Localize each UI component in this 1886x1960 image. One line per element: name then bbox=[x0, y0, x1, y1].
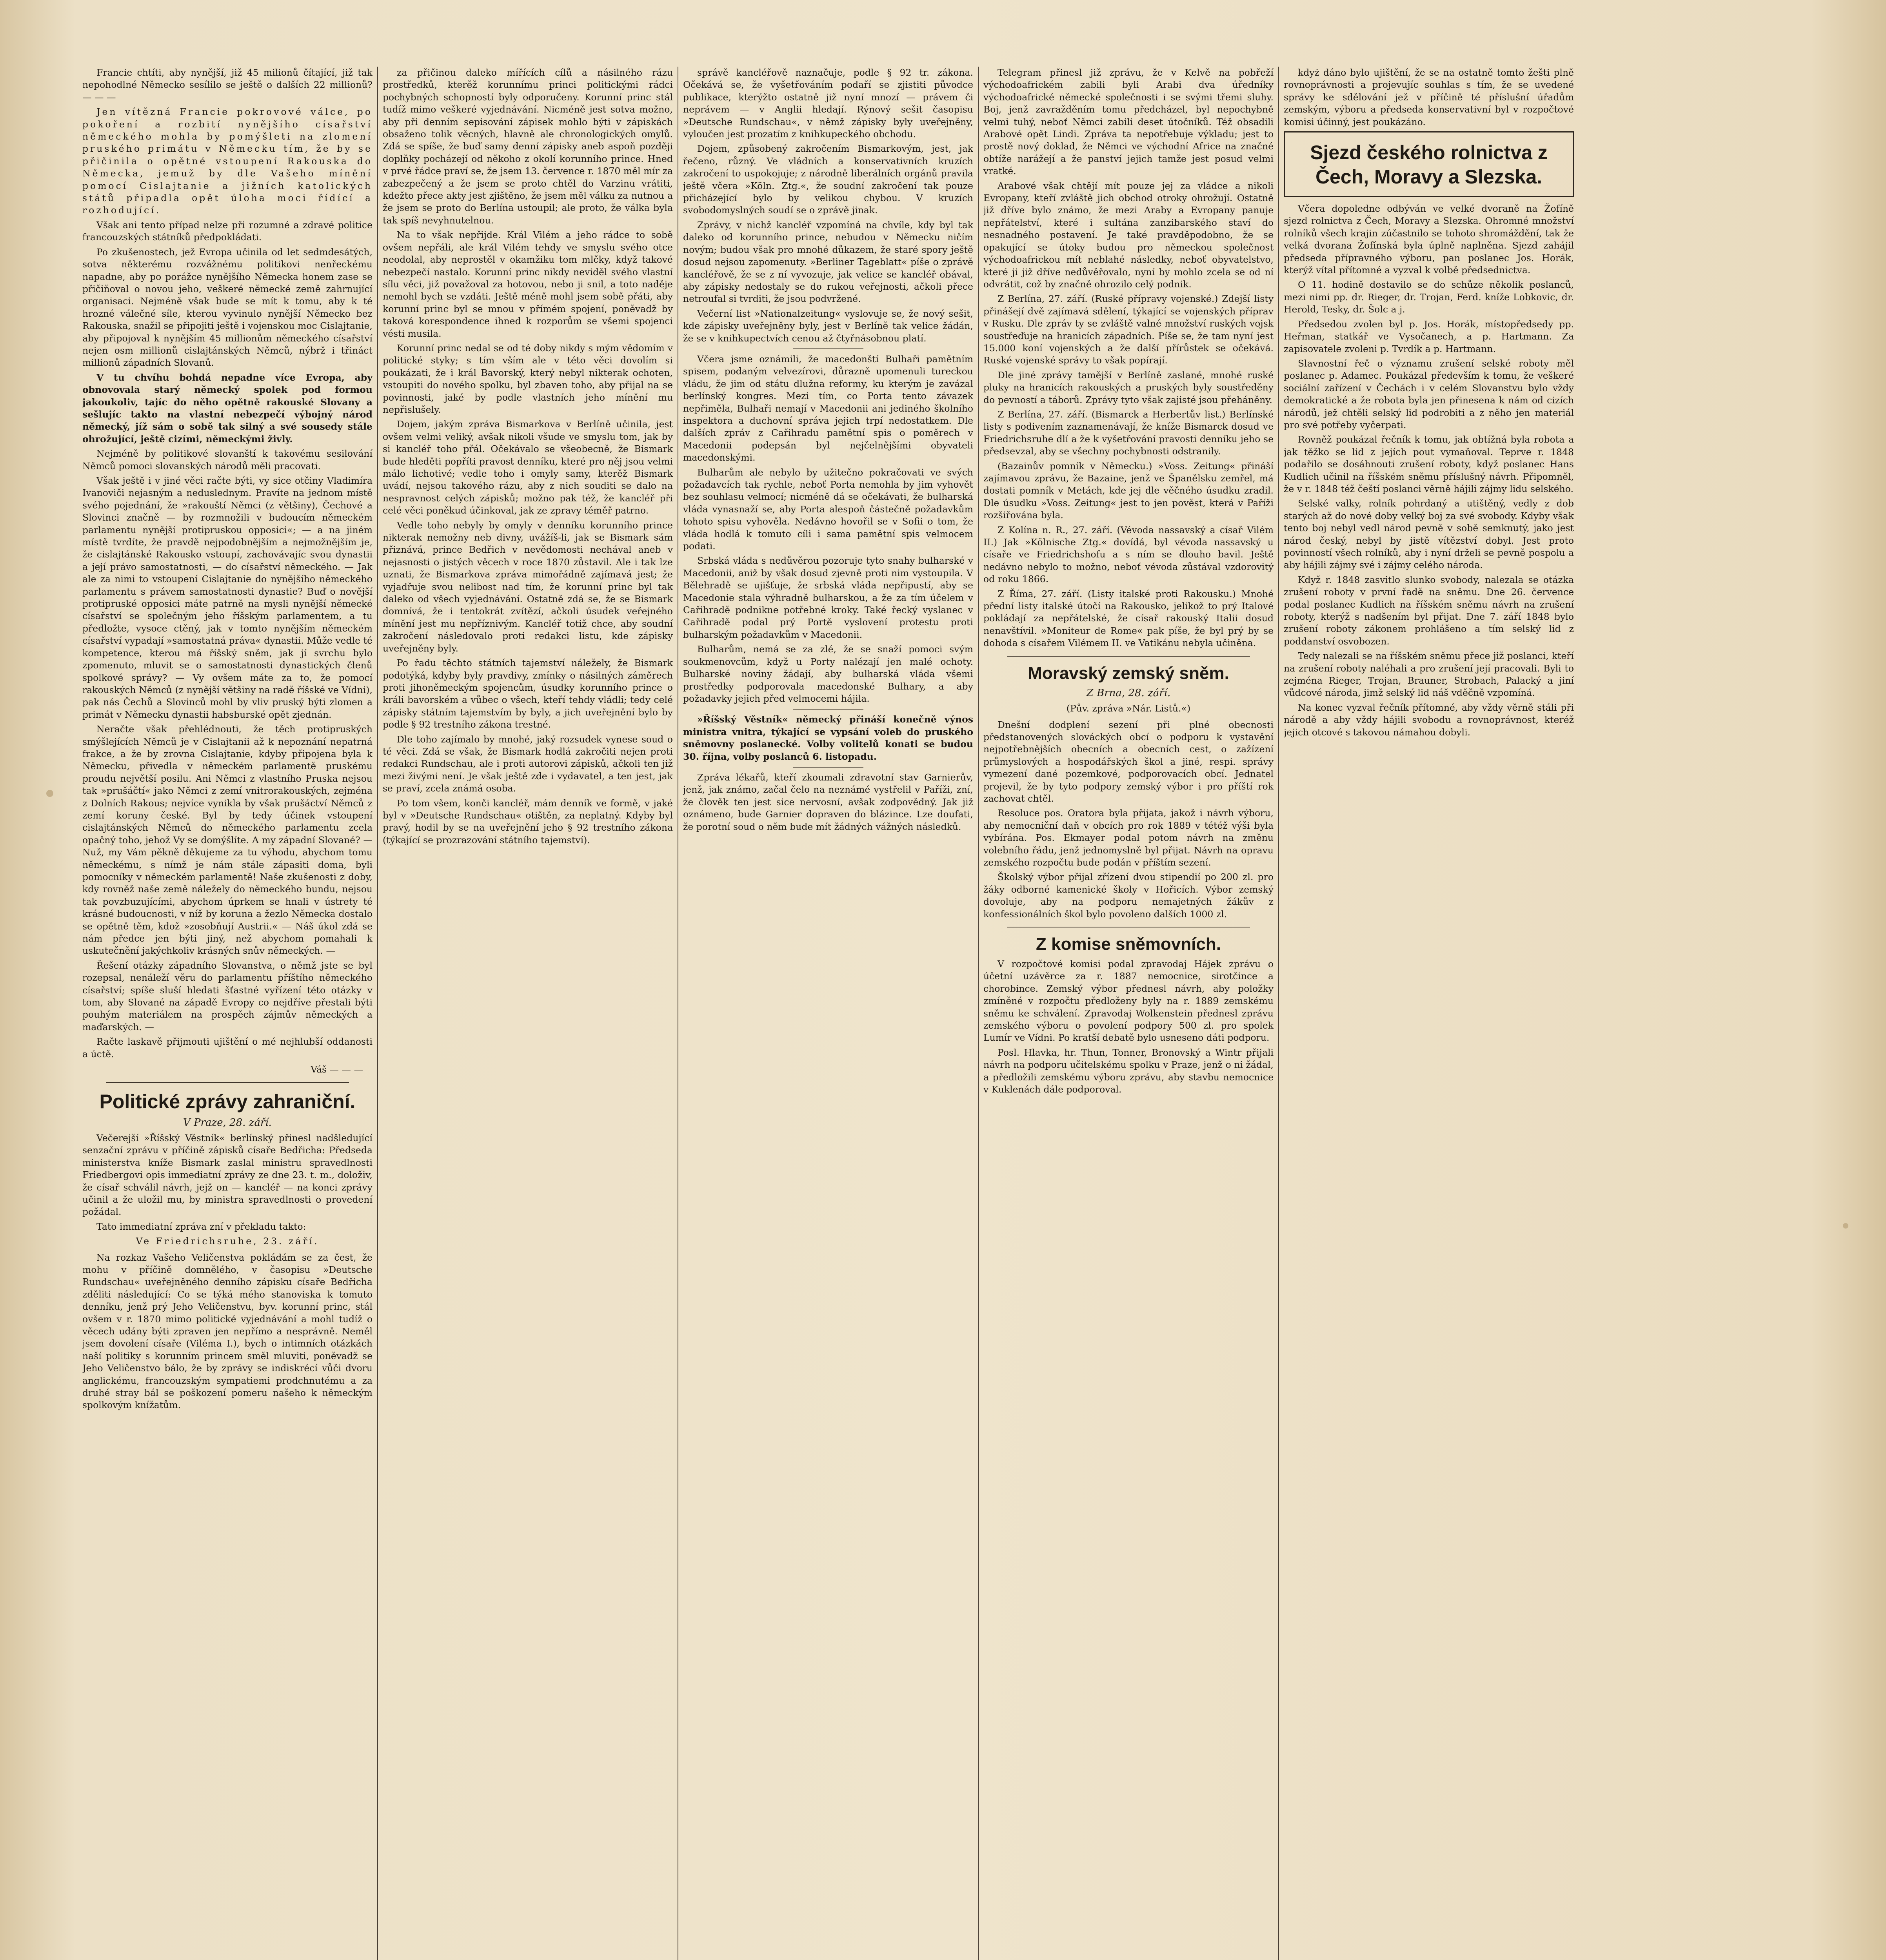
paragraph: Včera dopoledne odbýván ve velké dvoraně na Žofíně sjezd rolnictva z Čech, Moravy a Slezska. Ohromné množství rolníků všech krajin zúčastnilo se tohoto shromáždění, tak že velká dvorana Žofínská byla úplně naplněna. Sjezd zahájil předseda přípravného výboru, pan poslanec Jos. Horák, kterýž vítal přítomné a vyzval k volbě předsednictva. bbox=[1284, 203, 1574, 276]
paragraph: Na to však nepřijde. Král Vilém a jeho rádce to sobě ovšem nepřáli, ale král Vilém tehdy ve smyslu svého otce neodolal, aby neprostěl v okamžiku tom mlčky, když takové nebezpečí nastalo. Korunní princ nikdy neviděl svého vlastní sílu věci, již považoval za hotovou, nebo ji snil, a toto naděje nemohl bych se vzdáti. Ještě méně mohl jsem sobě přáti, aby korunní princ byl se mnou v přímém spojení, poněvadž by taková korespondence ihned k rozporům se všemi spojenci vésti musila. bbox=[383, 229, 673, 339]
paragraph: O 11. hodině dostavilo se do schůze několik poslanců, mezi nimi pp. dr. Rieger, dr. Trojan, Ferd. kníže Lobkovic, dr. Herold, Tesky, dr. Šolc a j. bbox=[1284, 279, 1574, 315]
paragraph: Když r. 1848 zasvitlo slunko svobody, nalezala se otázka zrušení roboty v první řadě na sněmu. Dne 26. července podal poslanec Kudlich na říšském sněmu návrh na zrušení roboty, kterýž s nadšením byl přijat. Dne 7. září 1848 bylo zrušení roboty zákonem prohlášeno a tím selský lid z poddanství osvobozen. bbox=[1284, 574, 1574, 647]
paragraph: Zprávy, v nichž kancléř vzpomíná na chvíle, kdy byl tak daleko od korunního prince, nebudou v Německu ničím novým; budou však pro mnohé důkazem, že staré spory ještě dosud nejsou zapomenuty. »Berliner Tageblatt« píše o zprávě kancléřově, že se z ní vyvozuje, jak velice se kancléř obával, aby zápisky nedostaly se do rukou veřejnosti, ačkoli přece netroufal si tvrditi, že jsou podvržené. bbox=[683, 219, 973, 305]
paragraph: Tedy nalezali se na říšském sněmu přece již poslanci, kteří na zrušení roboty naléhali a pro zrušení její pracovali. Byli to zejména Rieger, Trojan, Brauner, Strobach, Palacký a jiní vůdcové národa, jimž selský lid náš vděčně vzpomíná. bbox=[1284, 650, 1574, 699]
paragraph: Po zkušenostech, jež Evropa učinila od let sedmdesátých, sotva některému rozvážnému politikovi nenřeckému napadne, aby po porážce nynějšího Německa honem zase se přičiňoval o novou jeho, veškeré německé země zahrnující organisaci. Nejméně však bude se mít k tomu, aby k té hrozné válečné síle, kterou vyvinulo nynější Německo bez Rakouska, snažil se připojiti ještě i vojenskou moc Cislajtanie, aby připojoval k nynějším 45 millionům německého císařství nejen osm millionů cislajtánských Němců, nýbrž i třináct millionů západních Slovanů. bbox=[82, 246, 372, 368]
section-divider bbox=[793, 348, 863, 349]
paragraph: Tato immediatní zpráva zní v překladu takto: bbox=[96, 1221, 306, 1232]
dateline: Z Brna, 28. září. bbox=[1086, 687, 1171, 699]
paper-wear-spot bbox=[1843, 1223, 1848, 1229]
paragraph: Na konec vyzval řečník přítomné, aby vždy věrně stáli při národě a aby vždy hájili svobodu a rovnoprávnost, kteréž jejich otcové s takovou námahou dobyli. bbox=[1284, 702, 1574, 738]
column-4 bbox=[983, 67, 1274, 1960]
section-title: Z komise sněmovních. bbox=[1036, 935, 1221, 954]
paragraph: Z Berlína, 27. září. (Ruské přípravy vojenské.) Zdejší listy přinášejí dvě zajímavá sdělení, týkající se vojenských příprav v Rusku. Dle zpráv ty se zvláště valné množství ruských vojsk soustřeďuje na hranicích západních. Píše se, že tam nyní jest 15.000 koní vojenských a že další přírůstek se očekává. Ruské vojenské správy to však popírají. bbox=[983, 293, 1274, 366]
column-5 bbox=[1284, 67, 1574, 1960]
paragraph: Dle jiné zprávy tamější v Berlíně zaslané, mnohé ruské pluky na hranicích rakouských a pruských byly soustředěny do pevností a táborů. Zprávy tyto však zajisté jsou přeháněny. bbox=[983, 369, 1274, 405]
section-divider bbox=[793, 767, 863, 768]
paragraph: Bulharům, nemá se za zlé, že se snaží pomoci svým soukmenovcům, když u Porty nalézají jen malé ochoty. Bulharské noviny žádají, aby bulharská vláda všemi prostředky podporovala macedonské Bulhary, a aby požadavky jejich před velmocemi hájila. bbox=[683, 644, 973, 704]
paragraph: Dnešní dodplení sezení při plné obecnosti předstanovených slováckých obcí o podporu k vystavění nejpotřebnějších obecních a obecních cest, o zažízení průmyslových a hospodářských škol a jiné, respi. správy vymezení dané pozemkové, podporovacích obcí. Jednatel projevil, že by tyto podpory zemský výbor i pro příští rok zachovat chtěl. bbox=[983, 719, 1274, 804]
paragraph: Po řadu těchto státních tajemství náležely, že Bismark podotýká, kdyby byly pravdivy, zmínky o násilných záměrech proti jihoněmeckým spojencům, úsudky korunního prince o králi bavorském a vůbec o všech, kteří tehdy vládli; tedy celé zápisky státním tajemstvím by byly, a jich uveřejnění bylo by podle § 92 trestního zákona trestné. bbox=[383, 657, 673, 730]
paper-wear-spot bbox=[46, 790, 53, 797]
dateline: V Praze, 28. září. bbox=[183, 1116, 272, 1129]
paragraph: Večerní list »Nationalzeitung« vyslovuje se, že nový sešit, kde zápisky uveřejněny byly, jest v Berlíně tak velice žádán, že se v knihkupectvích cenou až čtyřnásobnou platí. bbox=[683, 308, 973, 344]
section-divider bbox=[793, 709, 863, 710]
paragraph: Jen vítězná Francie pokrovové válce, po pokoření a rozbití nynějšího císařství německého mohla by pomýšleti na zlomení pruského primátu v Německu tím, že by se přičinila o opětné vstoupení Rakouska do Německa, jemuž by dle Vašeho mínění pomocí Cislajtanie a jižních katolických států připadla opět úloha moci řídící a rozhodující. bbox=[82, 106, 372, 216]
section-title-box bbox=[1284, 131, 1574, 197]
paragraph: Zpráva lékařů, kteří zkoumali zdravotní stav Garnierův, jenž, jak známo, začal čelo na neznámé vystřelil v Paříži, zní, že člověk ten jest sice nervosní, avšak zodpovědný. Jak již oznámeno, bude Garnier dopraven do blázince. Lze doufati, že porotní soud o něm bude mít žádných vážných následků. bbox=[683, 771, 973, 832]
paragraph: Řešení otázky západního Slovanstva, o němž jste se byl rozepsal, nenáleží věru do parlamentu příštího německého císařství; spíše sluší hledati šťastné vyřízení této otázky v tom, aby Slované na západě Evropy co nejdříve přestali býti pouhým materiálem na prospěch zájmův německých a maďarských. — bbox=[82, 960, 372, 1033]
paragraph: Francie chtíti, aby nynější, již 45 milionů čítající, již tak nepohodlné Německo sesílilo se ještě o dalších 22 millionů? — — — bbox=[82, 67, 372, 103]
paragraph: Předsedou zvolen byl p. Jos. Horák, místopředsedy pp. Heřman, statkář ve Vysočanech, a p. Hartmann. Za zapisovatele zvoleni p. Tvrdík a p. Hartmann. bbox=[1284, 318, 1574, 354]
column-2 bbox=[383, 67, 673, 1960]
paragraph: Vedle toho nebyly by omyly v denníku korunního prince nikterak nemožny neb divny, uvážíš-li, jak se Bismark sám přiznává, prince Bedřich v nevědomosti nechával aneb v nejasnosti o jistých věcech v roce 1870 zůstavil. Ale i tak lze uznati, že Bismarkova zpráva mimořádně zajímavá jest; že vyjadřuje svou nelibost nad tím, že korunní princ byl tak daleko od všech vyjednávání. Ostatně zdá se, že se Bismark domnívá, že i tentokrát zvítězí, ačkoli úsudek veřejného mínění jest mu nepříznivým. Kancléř totiž chce, aby soudní zakročení následovalo proti redakci listu, kde zápisky uveřejněny byly. bbox=[383, 519, 673, 654]
paragraph: Slavnostní řeč o významu zrušení selské roboty měl poslanec p. Adamec. Poukázal především k tomu, že veškeré sociální zařízení v Čechách i v celém Slovanstvu bylo vždy demokratické a že robota byla jen přinesena k nám od cizích národů, jež chtěli selský lid podrobiti a z něho jen materiál pro své potřeby vyčerpati. bbox=[1284, 358, 1574, 430]
paragraph: Posl. Hlavka, hr. Thun, Tonner, Bronovský a Wintr přijali návrh na podporu učitelskému spolku v Praze, jenž o ni žádal, a předložili zemskému výboru zprávu, aby stavbu nemocnice v Kuklenách dále podporoval. bbox=[983, 1047, 1274, 1095]
section-title: Politické zprávy zahraniční. bbox=[99, 1090, 356, 1112]
paragraph: Telegram přinesl již zprávu, že v Kelvě na pobřeží východoafrickém zabili byli Arabi dva úředníky východoafrické německé společnosti i se svými třemi sluhy. Boj, jenž zavražděním tomu předcházel, byl nepochybně velmi tuhý, neboť Němci zabili deset útočníků. Též obsadili Arabové opět Lindi. Zpráva ta nepotřebuje výkladu; jest to prostě nový doklad, že Němci ve východní Africe na značné obtíže narážejí a že panství jejich tamže jest posud velmi vratké. bbox=[983, 67, 1274, 177]
paragraph-bold: »Říšský Věstník« německý přináší konečně výnos ministra vnitra, týkající se vypsání voleb do pruského sněmovny poslanecké. Volby volitelů konati se budou 30. října, volby poslanců 6. listopadu. bbox=[683, 714, 973, 762]
column-rule bbox=[978, 67, 979, 1960]
paragraph: Neračte však přehlédnouti, že těch protipruských smýšlejících Němců je v Cislajtanii až k nepoznání nepatrná frakce, a že by zrovna Cislajtanie, kdyby připojena byla k Německu, přivedla v německém parlamentě pruskému proudu největší posilu. Ani Němci z vlastního Pruska nejsou tak »prušáčtí« jako Němci z zemí vnitrorakouských, zejména z Dolních Rakous; nejvíce vynikla by však prušáctví Němců z zemí koruny české. Byl by tedy účinek vstoupení cislajtánských Němců do německého parlamentu zcela opačný toho, jehož Vy se domýšlíte. A my západní Slované? — Nuž, my Vám pěkně děkujeme za tu výhodu, abychom tomu německému, s nímž je nám stále zápasiti doma, byli pomocníky v německém parlamentě! Naše zkušenosti z doby, kdy rovněž naše země náležely do německého bundu, nejsou tak povzbuzujícími, abychom úprkem se hnali v ústrety té krásné budoucnosti, v níž by koruna a žezlo Německa dostalo se opětně těm, kdož »zosobňují Austrii.« — Náš úkol zdá se nám předce jen býti jiný, než abychom pomahali k uskutečnění jakýchkoliv krásných snův německých. — bbox=[82, 724, 372, 956]
paragraph: Dojem, jakým zpráva Bismarkova v Berlíně učinila, jest ovšem velmi veliký, avšak nikoli všude ve smyslu tom, jak by si kancléř toho přál. Očekávalo se všeobecně, že Bismark bude hleděti popříti pravost denníku, které pro něj jsou velmi málo lichotivé; vedle toho i omyly samy, kterěž Bismark uvádí, nejsou takového rázu, aby z nich souditi se dalo na nespravnost celých zápisků; možno pak též, že kancléř při celé věci poněkud účinkoval, jak ze zpravy téměř patrno. bbox=[383, 419, 673, 516]
paragraph: V rozpočtové komisi podal zpravodaj Hájek zprávu o účetní uzávěrce za r. 1887 nemocnice, sirotčince a chorobince. Zemský výbor přednesl návrh, aby položky zmíněné v rozpočtu předloženy byly na r. 1889 zemskému sněmu ke schválení. Zpravodaj Wolkenstein přednesl zprávu zemského výboru o povolení podpory 500 zl. pro spolek Lumír ve Vídni. Po kratší debatě bylo usneseno dáti podporu. bbox=[983, 958, 1274, 1044]
section-divider bbox=[1007, 656, 1250, 657]
paragraph: (Bazainův pomník v Německu.) »Voss. Zeitung« přináší zajímavou zprávu, že Bazaine, jenž ve Španělsku zemřel, má dostati pomník v Metách, kde jej dle věčného úsudku zradil. Dle úsudku »Voss. Zeitung« jest to jen pověst, která v Paříži rozšiřována byla. bbox=[983, 460, 1274, 521]
paragraph: Školský výbor přijal zřízení dvou stipendií po 200 zl. pro žáky odborné kamenické školy v Hořicích. Výbor zemský dovoluje, aby na podporu nemajetných žákův z konfessionálních škol bylo povoleno dalších 1000 zl. bbox=[983, 871, 1274, 920]
paragraph: Račte laskavě přijmouti ujištění o mé nejhlubší oddanosti a úctě. bbox=[82, 1036, 372, 1060]
section-title: Moravský zemský sněm. bbox=[1028, 663, 1229, 683]
paragraph: Korunní princ nedal se od té doby nikdy s mým vědomím v politické styky; s tím vším ale v této věci dovolím si poukázati, že i král Bavorský, který nebyl nikterak ochoten, vstoupiti do nového spolku, byl zbaven toho, aby přijal na se povinnosti, jaké by podle vlastních jeho mínění mu nepřislušely. bbox=[383, 342, 673, 415]
column-3 bbox=[683, 67, 973, 1960]
paragraph: Z Berlína, 27. září. (Bismarck a Herbertův list.) Berlínské listy s podivením zaznamenávají, že kníže Bismarck dosud ve Friedrichsruhe dlí a že k vyšetřování pravosti denníku jeho se předsevzal, aby se všechny pochybnosti odstranily. bbox=[983, 408, 1274, 457]
paragraph: Resoluce pos. Oratora byla přijata, jakož i návrh výboru, aby nemocniční daň v obcích pro rok 1889 v tétéž výši byla vybírána. Pos. Ekmayer podal potom návrh na změnu volebního řádu, jenž jednomyslně byl přijat. Návrh na opravu zemského rozpočtu bude podán v příštím sezení. bbox=[983, 808, 1274, 868]
letter-signature: Váš — — — bbox=[311, 1064, 363, 1075]
paragraph: Arabové však chtějí mít pouze jej za vládce a nikoli Evropany, kteří zvláště jich obchod otroky ohrožují. Ostatně již dříve bylo známo, že mezi Araby a Evropany panuje nepřátelství, které i sultána zanzibarského staví do nesnadného postavení. Je také pravděpodobno, že se opakující se útoky budou pro německou společnost východoafrickou mít neblahé následky, neboť obyvatelstvo, které ji již dříve nedůvěřovalo, nyní by mohlo zcela se od ní odvrátit, což by značně ohrozilo celý podnik. bbox=[983, 180, 1274, 290]
paragraph: Včera jsme oznámili, že macedonští Bulhaři pamětním spisem, podaným velvezírovi, důrazně upomenuli tureckou vládu, že jim od státu dlužna reformy, ku kterým je zavázal berlínský kongres. Mezi tím, co Porta tento závazek nepřiměla, Bulhaři nemají v Macedonii ani jediného školního inspektora a duchovní správa jejich trpí nedostatkem. Dle dalších zpráv z Cařihradu pamětní spis o poměrech v Macedonii podepsán byl nejčelnějšími obyvateli macedonskými. bbox=[683, 353, 973, 463]
paragraph: Selské valky, rolník pohrdaný a utištěný, vedly z dob starých až do nové doby velký boj za své svobody. Kdyby však tento boj nebyl vedl národ pevně v sobě semknutý, jako jest národ český, nebyl by jistě vítězství dobyl. Jest proto povinností všech rolníků, aby i nyní drželi se pevně pospolu a aby hájili zájmy své i zájmy celého národa. bbox=[1284, 498, 1574, 571]
paragraph: Však ani tento případ nelze při rozumné a zdravé politice francouzských státníků předpokládati. bbox=[82, 219, 372, 243]
paragraph: správě kancléřově naznačuje, podle § 92 tr. zákona. Očekává se, že vyšetřováním podaří se zjistiti původce publikace, kterýžto ostatně již nyní mnozí — právem či neprávem — v Anglii hledají. Rýnový sešit časopisu »Deutsche Rundschau«, v němž zápisky byly uveřejněny, vyloučen jest prozatím z knihkupeckého obchodu. bbox=[683, 67, 973, 140]
paragraph: Z Říma, 27. září. (Listy italské proti Rakousku.) Mnohé přední listy italské útočí na Rakousko, jelikož to prý Italové pokládají za nepřátelské, že císař rakouský Italii dosud nenavštívil. »Moniteur de Rome« pak píše, že byl prý by se dohoda s císařem Vilémem II. ve Vatikánu nebyla učiněna. bbox=[983, 588, 1274, 649]
column-1 bbox=[82, 67, 372, 1960]
paragraph: Po tom všem, konči kancléř, mám denník ve formě, v jaké byl v »Deutsche Rundschau« otištěn, za neplatný. Kdyby byl pravý, hodil by se na uveřejnění jeho § 92 trestního zákona (týkající se prozrazování státního tajemství). bbox=[383, 797, 673, 846]
paragraph: Z Kolína n. R., 27. září. (Vévoda nassavský a císař Vilém II.) Jak »Kölnische Ztg.« dovídá, byl vévoda nassavský u císaře ve Friedrichshofu a s ním se dlouho bavil. Ještě nedávno nebylo to možno, neboť vévoda zůstával vzdorovitý od roku 1866. bbox=[983, 524, 1274, 585]
paragraph-bold: V tu chvíhu bohdá nepadne více Evropa, aby obnovovala starý německý spolek pod formou jakoukoliv, tajíc do něho opětně rakouské Slovany a sešlujíc takto na vlastní nebezpečí výbojný národ německý, jíž sám o sobě tak silný a své sousedy stále ohrožující, ještě cizími, německými živly. bbox=[82, 372, 372, 445]
column-rule bbox=[377, 67, 378, 1960]
paragraph: kdyż dáno bylo ujištění, že se na ostatně tomto žešti plně rovnoprávnosti a projevujíc souhlas s tím, že se uvedené správy ke sdělování jež v příčině té příslušní úřadům zemským, výboru a předseda konservativní byl v rozpočtové komisi účinný, jest poukázáno. bbox=[1284, 67, 1574, 127]
paragraph: Dle toho zajímalo by mnohé, jaký rozsudek vynese soud o té věci. Zdá se však, že Bismark hodlá zakročiti nejen proti redakci Rundschau, ale i proti autorovi zápisků, ačkoli ten již mezi živými není. Je však ještě zde i vydavatel, a ten jest, jak se praví, zcela známá osoba. bbox=[383, 733, 673, 794]
source-note: (Pův. zpráva »Nár. Listů.«) bbox=[1066, 703, 1191, 714]
column-rule bbox=[1278, 67, 1279, 1960]
paragraph: Večerejší »Říšský Věstník« berlínský přinesl nadšledující senzační zprávu v příčině zápisků císaře Bedřicha: Předseda ministerstva kníže Bismark zaslal ministru spravedlnosti Friedbergovi opis immediatní zprávy ze dne 23. t. m., doloživ, že císař schválil návrh, jejž on — kancléř — na konci zprávy učinil a že uložil mu, by ministra spravedlnosti o provedení požádal. bbox=[82, 1132, 372, 1218]
section-title: Sjezd českého rolnictva z Čech, Moravy a Slezska. bbox=[1310, 142, 1548, 188]
paragraph: Bulharům ale nebylo by užitečno pokračovati ve svých požadavcích tak rychle, neboť Porta nemohla by jim vyhovět bez souhlasu velmocí; nicméně dá se očekávati, že bulharská vláda vynasnaží se, aby Porta alespoň částečně požadavkům tohoto spisu vyhověla. Nedávno hovořil se v Sofii o tom, že vláda hodlá k tomuto cíli i sama pamětní spis velmocem podati. bbox=[683, 466, 973, 552]
paragraph: Dojem, způsobený zakročením Bismarkovým, jest, jak řečeno, různý. Ve vládních a konservativních kruzích zakročení to uspokojuje; z národně liberálních orgánů pravila ještě včera »Köln. Ztg.«, že soudní zakročení tak pouze přicházející bylo by velikou chybou. V kruzích svobodomyslných soudí se o zprávě jinak. bbox=[683, 143, 973, 216]
paragraph: za přičinou daleko mířících cílů a násilného rázu prostředků, kterěž korunnímu princi politickými rádci pochybných schopností byly odporučeny. Korunní princ stál tudíž mimo veškeré vyjednávání. Nicméně jest sotva možno, aby při denním sepisování zápisek mohlo býti v zápiskách obsaženo tolik věcných, hlavně ale chronologických omylů. Zdá se spíše, že buď samy denní zápisky aneb aspoň později doplňky pocházejí od někoho z okolí korunního prince. Hned v prvé řádce praví se, že jsem 13. července r. 1870 měl mír za zabezpečený a že jsem se proto chtěl do Varzinu vrátiti, kdežto přece akty jest zjištěno, že jsem měl válku za nutnou a že jsem se proto do Berlína ustoupil; ale proto, že válka byla tak spíš nevyhnutelnou. bbox=[383, 67, 673, 226]
paragraph: Nejméně by politikové slovanští k takovému sesilování Němců pomoci slovanských národů měli pracovati. bbox=[82, 448, 372, 472]
paragraph: Srbská vláda s nedůvěrou pozoruje tyto snahy bulharské v Macedonii, aniž by však dosud zjevně proti nim vystoupila. V Bělehradě se ujišťuje, že srbská vláda nepřipustí, aby se Macedonie stala výhradně bulharskou, a že za tím účelem v Cařihradě podnikne potřebné kroky. Také řecký vyslanec v Cařihradě podal prý Portě vyslovení protestu proti bulharským požadavkům v Macedonii. bbox=[683, 555, 973, 640]
dateline: Ve Friedrichsruhe, 23. září. bbox=[136, 1236, 319, 1247]
paragraph: Rovněž poukázal řečník k tomu, jak obtížná byla robota a jak těžko se lid z jejích pout vymaňoval. Teprve r. 1848 podařilo se dosáhnouti zrušení roboty, když poslanec Hans Kudlich učinil na říšském sněmu příslušný návrh. Připomněl, že v r. 1848 též čeští poslanci věrně hájili zájmy lidu selského. bbox=[1284, 434, 1574, 494]
section-divider bbox=[106, 1082, 349, 1083]
paragraph: Na rozkaz Vašeho Veličenstva pokládám se za čest, že mohu v příčině domnělého, v časopisu »Deutsche Rundschau« uveřejněného denního zápisku císaře Bedřicha zděliti následující: Co se týká mého stanoviska k tomuto denníku, jenž prý Jeho Veličenstvu, byv. korunní princ, stál ovšem v r. 1870 mimo politické vyjednávání a mohl tudíž o věcech udány býti zpraven jen nepřímo a nesprávně. Neměl jsem dovolení císaře (Viléma I.), bych o intimních otázkách naší politiky s korunním princem směl mluviti, poněvadž se Jeho Veličenstvo bálo, že by zprávy se indiskrécí vůči dvoru anglickému, francouzským sympatiemi prodchnutému a za druhé stray bál se poškození pomeru našeho k německým spolkovým knížatům. bbox=[82, 1252, 372, 1411]
paragraph: Však ještě i v jiné věci račte býti, vy sice otčiny Vladimíra Ivanoviči nejasným a neduslednym. Pravíte na jednom místě svého pojednání, že »rakouští Němci (z většiny), Čechové a Slovinci značně — by rozmnožili v budoucím německém parlamentu nynější protipruskou opposici«; — a na jiném místě tvrdíte, že pravdě nejpodobnějším a nejmožnějším je, že cislajtánské Rakousko vstoupí, zachovávajíc svou dynastii a její právo samostatnosti, — do císařství německého. — Jak ale za nimi to vstoupení Cislajtanie do nynějšího německého parlamentu s právem samostatnosti dynastie? Buď o novější protipruské opposici máte patrně na mysli nynější německé císařství se společným jeho říšským parlamentem, a tu předložte, vysoce ctěný, jak v tomto nynějším německém císařství vypadají »samostatná práva« dynastii. Může vedle té kompetence, kterou má říšský sněm, jak jí svrchu bylo zpomenuto, mluvit se o samostatnosti dynastických členů spolkové správy? — Vy ovšem máte za to, že pomocí rakouských Němců (z nynější většiny na radě říšské ve Vídni), pak nás Čechů a Slovinců mohl by vliv pruský býti zlomen a primát v Německu dynastii habsburské opět zjednán. bbox=[82, 475, 372, 720]
